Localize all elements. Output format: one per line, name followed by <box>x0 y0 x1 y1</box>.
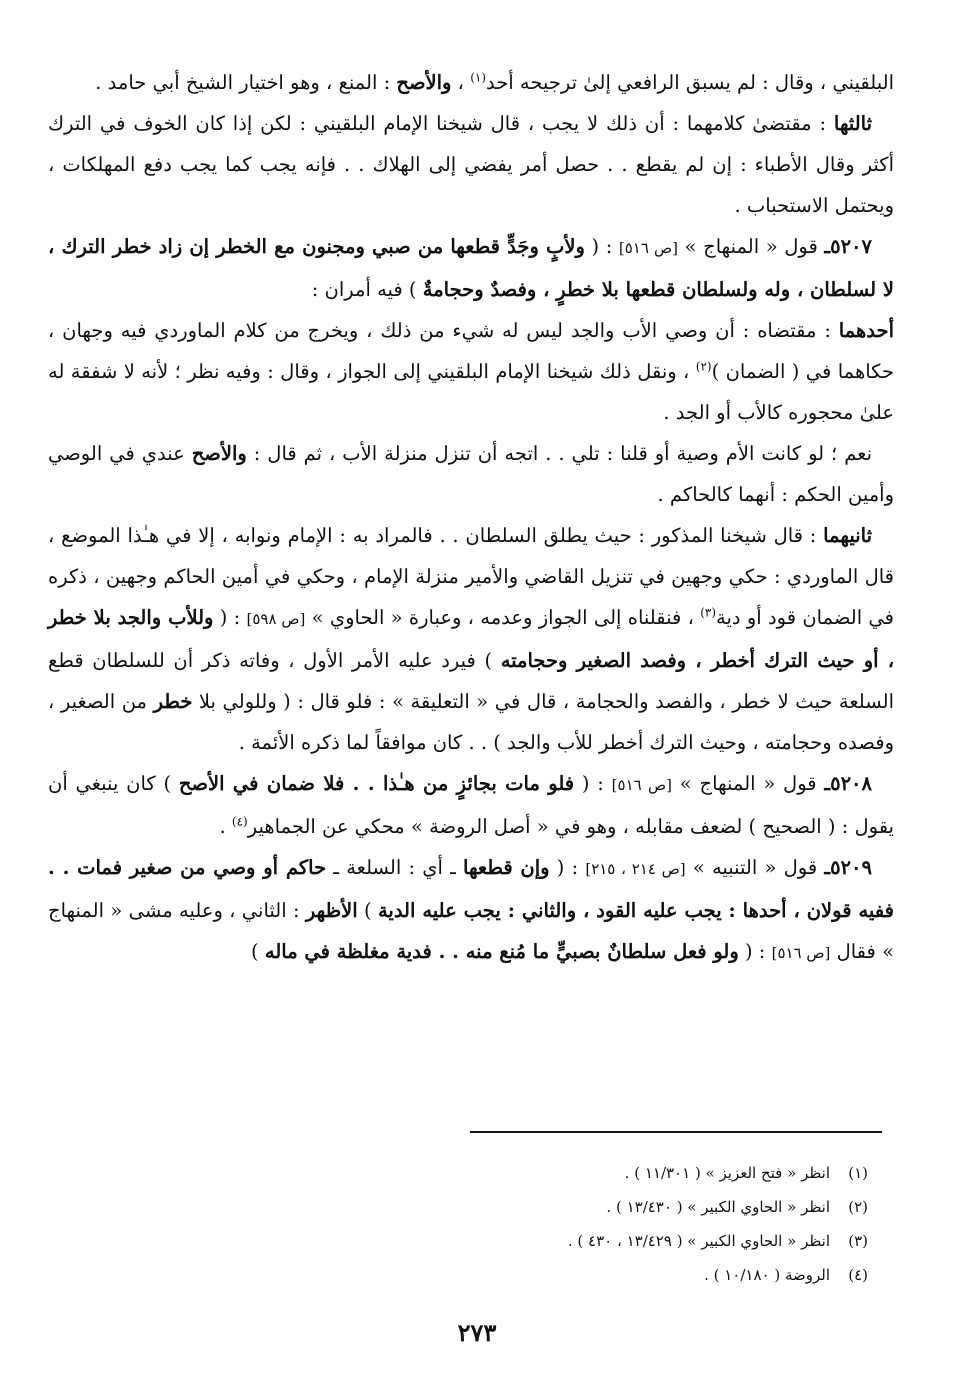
text-segment: ثالثها <box>833 112 872 135</box>
text-segment: : ( <box>584 235 619 258</box>
text-segment: ولأبٍ وجَدٍّ قطعها من صبي ومجنون مع الخطر إن زاد خطر الترك ، لا لسلطان ، وله ولسلطان قطعها بلا خطرٍ ، وفصدٌ وحجامةٌ <box>48 235 894 301</box>
text-segment: ٥٢٠٨ـ <box>824 772 873 795</box>
footnote-marker: (١) <box>470 70 487 85</box>
text-segment: أحدهما <box>838 319 894 342</box>
footnote <box>268 1156 868 1190</box>
text-segment: ) <box>357 899 378 922</box>
paragraph <box>48 62 894 103</box>
paragraph <box>48 103 894 226</box>
text-segment: من الصغير ، وفصده وحجامته ، وحيث الترك أخطر للأب والجد ) . . كان موافقاً لما ذكره الأئمة . <box>48 690 894 754</box>
paragraph <box>48 433 894 515</box>
footnote-marker: (٣) <box>700 605 717 620</box>
page-reference: [ص ٥١٦] <box>611 776 673 794</box>
text-segment: : مقتضىٰ كلامهما : أن ذلك لا يجب ، قال شيخنا الإمام البلقيني : لكن إذا كان الخوف في الترك أكثر وقال الأطباء : إن لم يقطع . . حصل أمر يفضي إلى الهلاك . . فإنه يجب كما يجب دفع المهلكات ، ويحتمل الاستحباب . <box>48 112 894 217</box>
text-segment: خطر <box>153 690 193 713</box>
text-segment: فلو مات بجائزٍ من هـٰذا . . فلا ضمان في الأصح <box>178 772 575 795</box>
paragraph <box>48 226 894 310</box>
text-segment: ٥٢٠٧ـ <box>824 235 872 258</box>
text-segment: : الثاني ، وعليه مشى « المنهاج » فقال <box>48 899 894 963</box>
text-segment: ) فيه أمران : <box>311 278 423 301</box>
footnote-divider <box>470 1131 882 1133</box>
footnote <box>268 1258 868 1292</box>
text-segment: ولو فعل سلطانٌ بصبيٍّ ما مُنع منه . . فدية مغلظة في ماله <box>264 940 739 963</box>
footnote-number: (٢) <box>848 1198 868 1216</box>
page-reference: [ص ٥٩٨] <box>246 610 306 628</box>
text-segment: . <box>219 815 232 838</box>
text-segment: وإن قطعها <box>463 856 550 879</box>
text-segment: : المنع ، وهو اختيار الشيخ أبي حامد . <box>95 71 397 94</box>
page-reference: [ص ٥١٦] <box>771 944 831 962</box>
page-reference: [ص ٢١٤ ، ٢١٥] <box>585 860 686 878</box>
text-segment: : قال شيخنا المذكور : حيث يطلق السلطان . . فالمراد به : الإمام ونوابه ، إلا في هـٰذا الموضع ، قال الماوردي : حكي وجهين في تنزيل القاضي والأمير منزلة الإمام ، وحكي في أمين الحاكم وجهين ، ذكره في الضمان قود أو دية <box>48 524 894 629</box>
text-segment: ) فيرد عليه الأمر الأول ، وفاته ذكر أن للسلطان قطع السلعة حيث لا خطر ، والفصد والحجامة ، قال في « التعليقة » : فلو قال : ( وللولي بلا <box>48 649 894 713</box>
text-segment: : مقتضاه : أن وصي الأب والجد ليس له شيء من ذلك ، ويخرج من كلام الماوردي فيه وجهان ، حكاهما في ( الضمان ) <box>48 319 894 383</box>
text-segment: وللأب والجد بلا خطر ، أو حيث الترك أخطر ، وفصد الصغير وحجامته <box>48 606 895 672</box>
text-segment: ، ونقل ذلك شيخنا الإمام البلقيني إلى الجواز ، وقال : وفيه نظر ؛ لأنه لا شفقة له علىٰ محجوره كالأب أو الجد . <box>48 360 894 424</box>
text-segment: ، فنقلناه إلى الجواز وعدمه ، وعبارة « الحاوي » <box>305 606 701 629</box>
footnote-number: (٣) <box>848 1232 868 1250</box>
text-segment: قول « المنهاج » <box>672 772 825 795</box>
footnotes <box>268 1156 868 1292</box>
page-number: ٢٧٣ <box>457 1318 497 1347</box>
text-segment: قول « المنهاج » <box>678 235 825 258</box>
footnote-text: الروضة ( ١٠/١٨٠ ) . <box>704 1266 830 1284</box>
text-segment: والأصح <box>396 71 452 94</box>
text-segment: الأظهر <box>305 899 358 922</box>
footnote-text: انظر « فتح العزيز » ( ١١/٣٠١ ) . <box>624 1164 830 1182</box>
footnote-text: انظر « الحاوي الكبير » ( ١٣/٤٣٠ ) . <box>606 1198 830 1216</box>
paragraph <box>48 847 894 974</box>
text-segment: ٥٢٠٩ـ <box>824 856 872 879</box>
text-segment: : ( <box>213 606 247 629</box>
page-reference: [ص ٥١٦] <box>618 239 679 257</box>
text-segment: ) <box>251 940 265 963</box>
text-segment: ) كان ينبغي أن يقول : ( الصحيح ) لضعف مقابله ، وهو في « أصل الروضة » محكي عن الجماهير <box>48 772 894 838</box>
paragraph <box>48 763 894 847</box>
text-segment: عندي في الوصي وأمين الحكم : أنهما كالحاكم . <box>48 442 894 506</box>
text-segment: : ( <box>549 856 586 879</box>
text-segment: : ( <box>574 772 612 795</box>
text-segment: حاكم أو وصي من صغير فمات . . ففيه قولان ، أحدها : يجب عليه القود ، والثاني : يجب عليه الدية <box>48 856 894 922</box>
text-segment: ثانيهما <box>823 524 872 547</box>
footnote <box>268 1190 868 1224</box>
text-segment: نعم ؛ لو كانت الأم وصية أو قلنا : تلي . . اتجه أن تنزل منزلة الأب ، ثم قال : <box>246 442 873 465</box>
paragraph <box>48 515 894 763</box>
text-segment: قول « التنبيه » <box>685 856 825 879</box>
footnote-marker: (٢) <box>695 359 712 374</box>
page-body <box>48 62 894 974</box>
footnote-marker: (٤) <box>231 814 248 829</box>
text-segment: ، <box>451 71 471 94</box>
text-segment: : ( <box>738 940 772 963</box>
footnote-number: (٤) <box>848 1266 868 1284</box>
footnote <box>268 1224 868 1258</box>
text-segment: ـ أي : السلعة ـ <box>326 856 463 879</box>
paragraph <box>48 310 894 433</box>
footnote-text: انظر « الحاوي الكبير » ( ١٣/٤٢٩ ، ٤٣٠ ) . <box>567 1232 830 1250</box>
text-segment: البلقيني ، وقال : لم يسبق الرافعي إلىٰ ترجيحه أحد <box>486 71 894 94</box>
text-segment: والأصح <box>191 442 247 465</box>
footnote-number: (١) <box>848 1164 868 1182</box>
